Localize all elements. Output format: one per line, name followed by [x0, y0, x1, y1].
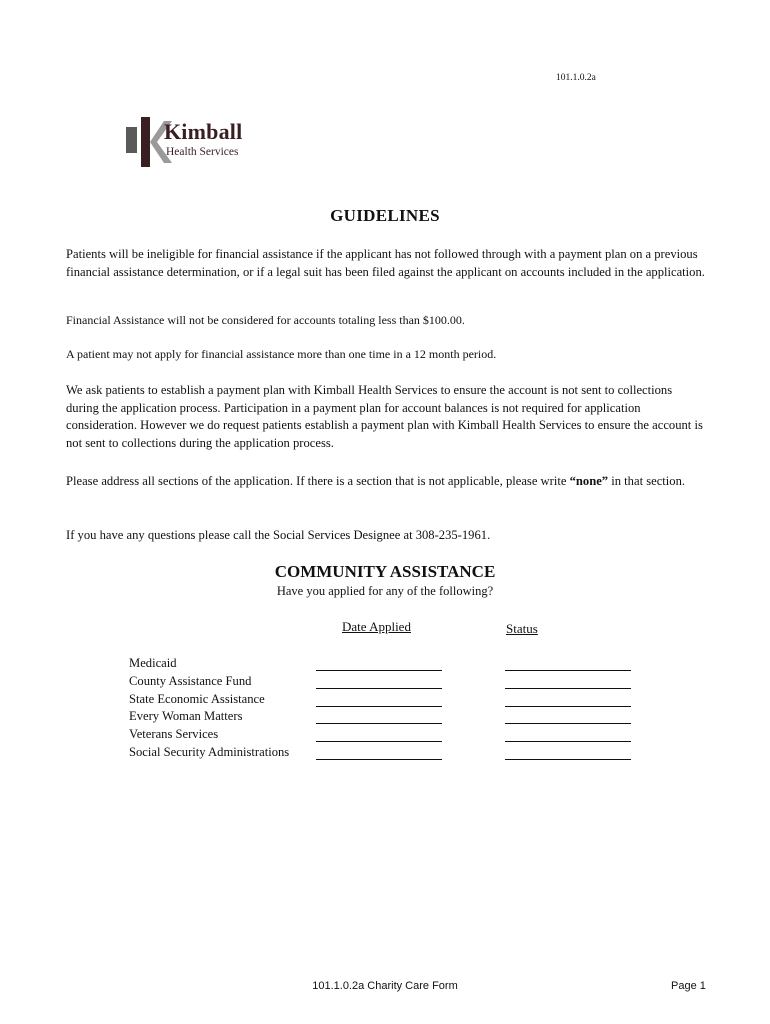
program-list [129, 655, 289, 762]
program-label: County Assistance Fund [129, 673, 252, 688]
guideline-paragraph-3: A patient may not apply for financial assistance more than one time in a 12 month period. [66, 347, 497, 361]
status-line-county[interactable] [505, 688, 631, 689]
program-label: State Economic Assistance [129, 691, 265, 706]
date-applied-line-state[interactable] [316, 706, 442, 707]
guideline-paragraph-5 [66, 473, 706, 491]
program-label: Every Woman Matters [129, 709, 243, 724]
footer-title: 101.1.0.2a Charity Care Form [312, 980, 458, 992]
date-applied-line-veterans[interactable] [316, 741, 442, 742]
date-applied-header: Date Applied [342, 619, 411, 634]
program-label: Veterans Services [129, 727, 219, 742]
date-applied-line-medicaid[interactable] [316, 670, 442, 671]
guideline-paragraph-2: Financial Assistance will not be considered for accounts totaling less than $100.00. [66, 313, 465, 327]
p5-text-before: Please address all sections of the application. If there is a section that is not applicable, please write [66, 474, 570, 488]
community-question: Have you applied for any of the following? [276, 584, 494, 598]
status-line-veterans[interactable] [505, 741, 631, 742]
logo-name: Kimball [164, 119, 243, 144]
program-label: Medicaid [129, 656, 177, 670]
guidelines-heading: GUIDELINES [330, 206, 440, 225]
status-line-social-security[interactable] [505, 759, 631, 760]
date-applied-line-social-security[interactable] [316, 759, 442, 760]
status-line-medicaid[interactable] [505, 670, 631, 671]
date-applied-line-every-woman[interactable] [316, 723, 442, 724]
program-label: Social Security Administrations [129, 744, 290, 759]
p5-bold-none: “none” [569, 474, 609, 488]
status-line-state[interactable] [505, 706, 631, 707]
guideline-paragraph-6: If you have any questions please call the Social Services Designee at 308-235-1961. [66, 528, 491, 542]
community-assistance-heading: COMMUNITY ASSISTANCE [274, 562, 496, 581]
guideline-paragraph-1: Patients will be ineligible for financial assistance if the applicant has not followed through with a payment plan on a previous financial assistance determination, or if a legal suit has been filed against the applicant on accounts included in the application. [66, 247, 705, 279]
logo-subtitle: Health Services [166, 146, 239, 158]
status-header: Status [506, 621, 538, 636]
date-applied-line-county[interactable] [316, 688, 442, 689]
document-code: 101.1.0.2a [556, 73, 596, 83]
status-line-every-woman[interactable] [505, 723, 631, 724]
p5-text-after: in that section. [608, 474, 686, 488]
footer-page-number: Page 1 [671, 980, 706, 992]
guideline-paragraph-4: We ask patients to establish a payment plan with Kimball Health Services to ensure the account is not sent to collections during the application process. Participation in a payment plan for account balances is not required for application consideration. However we do request patients establish a payment plan with Kimball Health Services to ensure the account is not sent to collections during the application process. [66, 383, 703, 450]
